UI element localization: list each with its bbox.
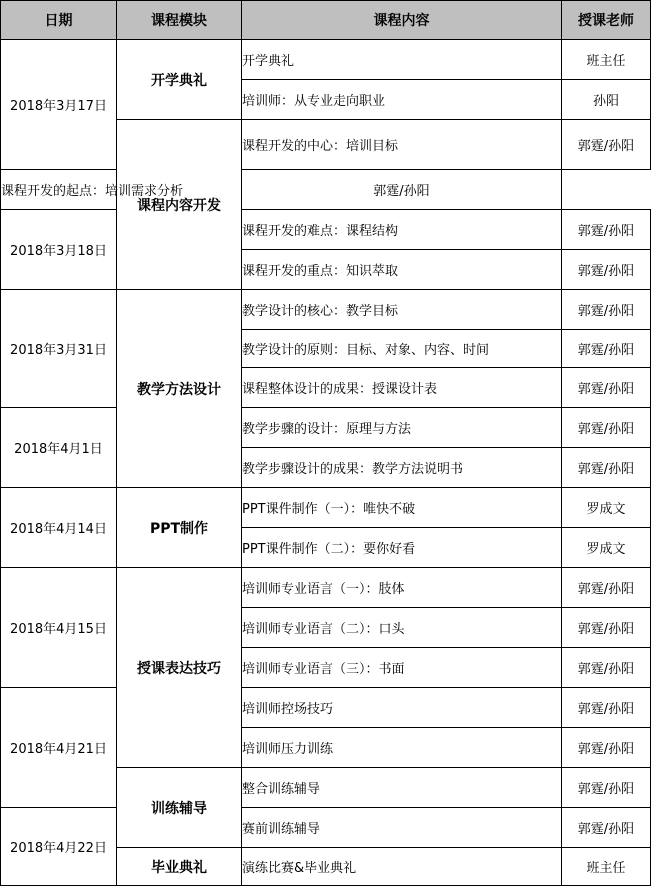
content-cell[interactable]: 培训师专业语言（一）：肢体 [242,568,562,608]
content-cell[interactable]: 培训师控场技巧 [242,688,562,728]
content-cell[interactable]: 课程开发的难点：课程结构 [242,210,562,250]
content-cell[interactable]: 教学设计的原则：目标、对象、内容、时间 [242,330,562,368]
content-cell[interactable]: 培训师：从专业走向职业 [242,80,562,120]
content-cell[interactable]: 整合训练辅导 [242,768,562,808]
teacher-cell[interactable]: 班主任 [562,40,651,80]
module-cell[interactable]: 课程内容开发 [117,120,242,290]
teacher-cell[interactable]: 罗成文 [562,528,651,568]
teacher-cell[interactable]: 班主任 [562,848,651,886]
date-cell[interactable]: 2018年4月21日 [1,688,117,808]
teacher-cell[interactable]: 郭霆/孙阳 [562,808,651,848]
teacher-cell[interactable]: 郭霆/孙阳 [562,120,651,170]
date-cell[interactable]: 2018年3月17日 [1,40,117,170]
header-content[interactable]: 课程内容 [242,1,562,40]
teacher-cell[interactable]: 郭霆/孙阳 [562,728,651,768]
content-cell[interactable]: 演练比赛&毕业典礼 [242,848,562,886]
date-cell[interactable]: 2018年4月14日 [1,488,117,568]
table-row [1,170,651,210]
teacher-cell[interactable]: 郭霆/孙阳 [562,210,651,250]
teacher-cell[interactable]: 郭霆/孙阳 [562,688,651,728]
content-cell[interactable]: 培训师专业语言（三）：书面 [242,648,562,688]
content-cell[interactable]: 教学步骤的设计：原理与方法 [242,408,562,448]
date-cell[interactable]: 2018年3月31日 [1,290,117,408]
content-cell[interactable]: PPT课件制作（二）：要你好看 [242,528,562,568]
content-cell[interactable]: 培训师压力训练 [242,728,562,768]
table-row [1,40,651,80]
content-cell[interactable]: 开学典礼 [242,40,562,80]
header-date[interactable]: 日期 [1,1,117,40]
module-cell[interactable]: 毕业典礼 [117,848,242,886]
module-cell[interactable]: 授课表达技巧 [117,568,242,768]
table-row [1,488,651,528]
teacher-cell[interactable]: 郭霆/孙阳 [562,608,651,648]
teacher-cell[interactable]: 郭霆/孙阳 [562,568,651,608]
table-row [1,290,651,330]
table-row [1,568,651,608]
table-row [1,808,651,848]
teacher-cell[interactable]: 郭霆/孙阳 [562,768,651,808]
content-cell[interactable]: 培训师专业语言（二）：口头 [242,608,562,648]
module-cell[interactable]: 训练辅导 [117,768,242,848]
date-cell[interactable]: 2018年4月15日 [1,568,117,688]
teacher-cell[interactable]: 郭霆/孙阳 [242,170,562,210]
teacher-cell[interactable]: 孙阳 [562,80,651,120]
teacher-cell[interactable]: 郭霆/孙阳 [562,290,651,330]
table-row [1,688,651,728]
content-cell[interactable]: 课程开发的中心：培训目标 [242,120,562,170]
teacher-cell[interactable]: 郭霆/孙阳 [562,368,651,408]
module-cell[interactable]: 开学典礼 [117,40,242,120]
table-row [1,210,651,250]
header-module[interactable]: 课程模块 [117,1,242,40]
teacher-cell[interactable]: 郭霆/孙阳 [562,250,651,290]
teacher-cell[interactable]: 郭霆/孙阳 [562,330,651,368]
date-cell[interactable]: 2018年3月18日 [1,210,117,290]
date-cell[interactable]: 2018年4月1日 [1,408,117,488]
table-row [1,408,651,448]
teacher-cell[interactable]: 罗成文 [562,488,651,528]
content-cell[interactable]: 课程开发的重点：知识萃取 [242,250,562,290]
content-cell[interactable]: 教学步骤设计的成果：教学方法说明书 [242,448,562,488]
teacher-cell[interactable]: 郭霆/孙阳 [562,448,651,488]
content-cell[interactable]: 教学设计的核心：教学目标 [242,290,562,330]
module-cell[interactable]: 教学方法设计 [117,290,242,488]
content-cell[interactable]: PPT课件制作（一）：唯快不破 [242,488,562,528]
header-row [1,1,651,40]
teacher-cell[interactable]: 郭霆/孙阳 [562,648,651,688]
teacher-cell[interactable]: 郭霆/孙阳 [562,408,651,448]
content-cell[interactable]: 课程开发的起点：培训需求分析 [1,170,117,210]
date-cell[interactable]: 2018年4月22日 [1,808,117,886]
content-cell[interactable]: 课程整体设计的成果：授课设计表 [242,368,562,408]
module-cell[interactable]: PPT制作 [117,488,242,568]
header-teacher[interactable]: 授课老师 [562,1,651,40]
content-cell[interactable]: 赛前训练辅导 [242,808,562,848]
